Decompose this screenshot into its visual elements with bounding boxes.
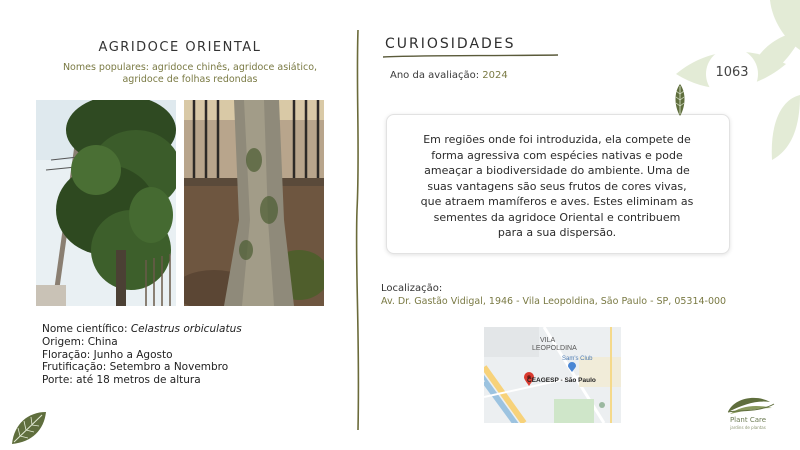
species-title: AGRIDOCE ORIENTAL — [98, 40, 262, 55]
curiosity-line: que atraem mamíferos e aves. Estes eliminam as — [420, 195, 694, 208]
curiosity-line: forma agressiva com espécies nativas e pode — [431, 148, 683, 162]
map-district-line1: VILA — [540, 337, 556, 344]
map-pin-icon — [568, 362, 576, 372]
map-district-label — [532, 337, 577, 353]
flowering-row: Floração: Junho a Agosto — [42, 348, 173, 361]
curiosity-line: Em regiões onde foi introduzida, ela compete de — [423, 133, 691, 146]
location-address: Av. Dr. Gastão Vidigal, 1946 - Vila Leopoldina, São Paulo - SP, 05314-000 — [381, 296, 727, 307]
scientific-name-label: Nome científico: — [42, 323, 131, 335]
column-divider — [350, 30, 366, 430]
size-row: Porte: até 18 metros de altura — [42, 374, 201, 387]
curiosity-line: ameaçar a biodiversidade do ambiente. Uma de — [424, 164, 690, 177]
species-facts — [42, 323, 242, 387]
curiosity-line: suas vantagens são seus frutos de cores vivas, — [427, 179, 687, 193]
brand-tagline: jardins de plantas — [730, 425, 766, 430]
scientific-name-value: Celastrus orbiculatus — [130, 323, 242, 335]
popular-names-line2: agridoce de folhas redondas — [122, 74, 258, 85]
map-district-line2: LEOPOLDINA — [532, 345, 577, 352]
title-underline — [383, 53, 558, 59]
map-poi-ceagesp: CEAGESP - São Paulo — [527, 377, 596, 384]
leaf-icon — [8, 410, 48, 446]
location-map[interactable] — [484, 327, 621, 423]
location-label: Localização: — [381, 283, 443, 294]
tree-canopy-photo — [36, 100, 176, 306]
curiosities-title: CURIOSIDADES — [385, 36, 516, 52]
fruiting-row: Frutificação: Setembro a Novembro — [42, 361, 229, 374]
popular-names — [40, 62, 340, 86]
evaluation-year-label: Ano da avaliação: — [390, 70, 483, 81]
curiosity-line: para a sua dispersão. — [497, 226, 617, 239]
evaluation-year — [390, 70, 508, 81]
scientific-name-row — [42, 323, 242, 336]
leaf-icon — [672, 84, 688, 116]
origin-row: Origem: China — [42, 335, 118, 348]
tree-trunk-photo — [184, 100, 324, 306]
curiosity-text — [392, 132, 722, 241]
evaluation-year-value: 2024 — [482, 70, 508, 81]
record-number: 1063 — [715, 65, 749, 80]
popular-names-line1: Nomes populares: agridoce chinês, agridoce asiático, — [62, 62, 318, 73]
brand-name: Plant Care — [729, 416, 767, 424]
map-poi-sams: Sam's Club — [562, 356, 593, 362]
curiosity-line: sementes da agridoce Oriental e contribuem — [433, 210, 681, 224]
